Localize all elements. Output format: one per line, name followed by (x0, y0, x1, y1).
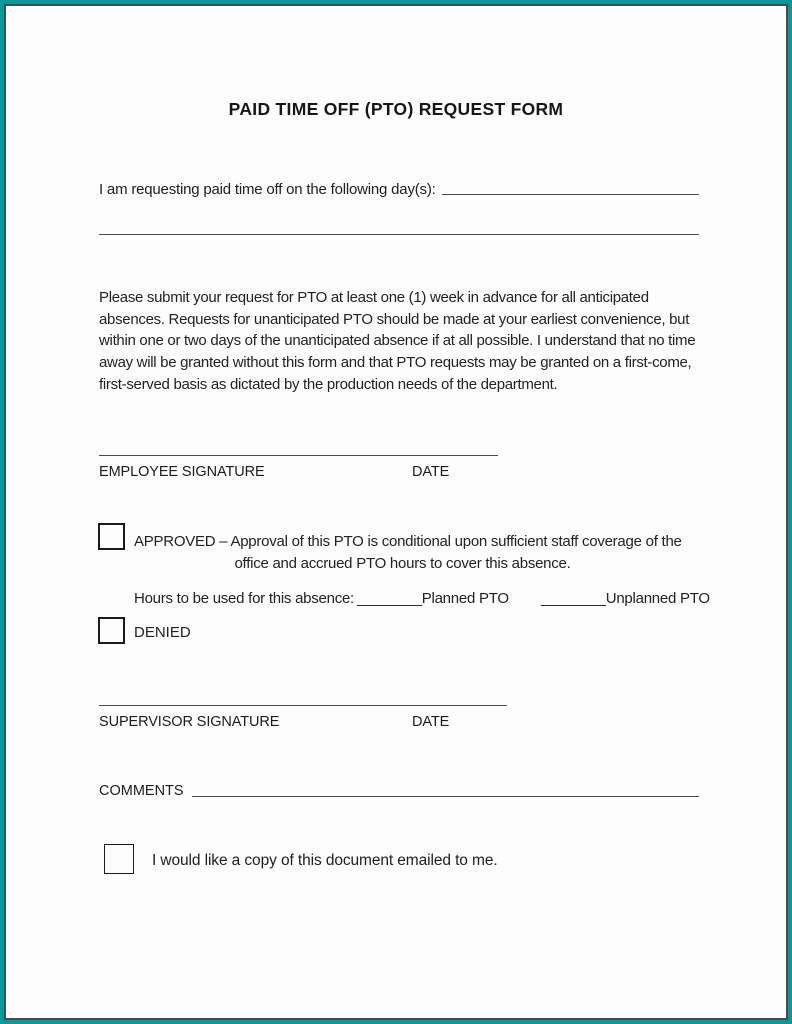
hours-label: Hours to be used for this absence: (134, 590, 354, 607)
employee-signature-label: EMPLOYEE SIGNATURE (99, 464, 265, 480)
employee-signature-line[interactable] (99, 455, 498, 456)
supervisor-signature-label: SUPERVISOR SIGNATURE (99, 714, 280, 730)
planned-pto-group (357, 590, 509, 607)
approved-checkbox[interactable] (98, 523, 125, 550)
approved-description-line1: APPROVED – Approval of this PTO is conditional upon sufficient staff coverage of the (134, 533, 682, 550)
email-copy-checkbox[interactable] (104, 844, 134, 874)
supervisor-signature-labels (99, 714, 699, 730)
comments-row (99, 783, 699, 799)
unplanned-pto-group (541, 590, 710, 607)
planned-pto-label: Planned PTO (421, 590, 509, 607)
requested-days-row (99, 181, 699, 198)
requested-days-fill-line[interactable] (442, 181, 699, 195)
supervisor-signature-line[interactable] (99, 705, 507, 706)
comments-fill-line[interactable] (192, 783, 699, 797)
approved-description-line2: office and accrued PTO hours to cover this absence. (234, 555, 571, 572)
unplanned-pto-blank[interactable]: ________ (541, 590, 606, 607)
form-title: PAID TIME OFF (PTO) REQUEST FORM (228, 99, 564, 119)
requested-days-fill-line-2[interactable] (99, 234, 699, 235)
denied-label: DENIED (134, 624, 191, 641)
comments-label: COMMENTS (99, 783, 184, 799)
policy-paragraph: Please submit your request for PTO at least one (1) week in advance for all anticipated absences. Requests for unanticipated PTO should be made at your earliest convenience, but within one or two days of the unanticipated absence if at all possible. I understand that no time away will be granted without this form and that PTO requests may be granted on a first-come, first-served basis as dictated by the production needs of the department. (99, 289, 696, 393)
employee-date-label: DATE (412, 464, 450, 480)
email-copy-label: I would like a copy of this document emailed to me. (152, 852, 498, 869)
supervisor-date-label: DATE (412, 714, 450, 730)
requested-days-label: I am requesting paid time off on the following day(s): (99, 181, 436, 198)
denied-checkbox[interactable] (98, 617, 125, 644)
employee-signature-labels (99, 464, 699, 480)
unplanned-pto-label: Unplanned PTO (605, 590, 710, 607)
planned-pto-blank[interactable]: ________ (357, 590, 422, 607)
